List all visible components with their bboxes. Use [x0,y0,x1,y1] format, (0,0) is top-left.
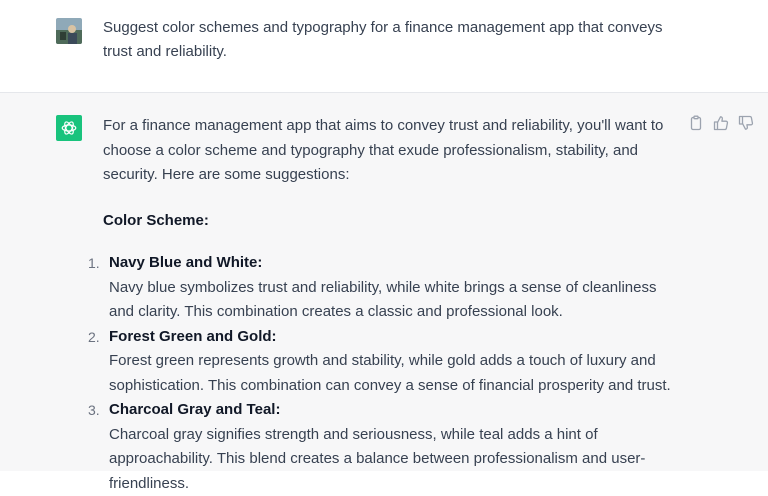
list-item [103,398,683,496]
list-item [103,325,683,399]
list-item-title: Forest Green and Gold: [109,325,683,350]
list-item-title: Charcoal Gray and Teal: [109,398,683,423]
user-message-text: Suggest color schemes and typography for a finance management app that conveys trust and reliability. [103,16,683,64]
list-item-body: Charcoal gray signifies strength and seriousness, while teal adds a hint of approachability. This blend creates a balance between professionalism and user-friendliness. [109,423,683,496]
list-item-body: Forest green represents growth and stability, while gold adds a touch of luxury and sophistication. This combination can convey a sense of financial prosperity and trust. [109,349,683,398]
thumbs-up-icon[interactable] [713,115,729,131]
list-item-title: Navy Blue and White: [109,251,683,276]
clipboard-icon[interactable] [688,115,704,131]
list-item [103,251,683,325]
thumbs-down-icon[interactable] [738,115,754,131]
assistant-message-content [103,114,683,496]
list-item-number: 2. [88,325,100,350]
message-actions [688,115,754,131]
list-item-body: Navy blue symbolizes trust and reliability, while white brings a sense of cleanliness and clarity. This combination creates a classic and professional look. [109,276,683,325]
chatgpt-logo-icon [56,115,82,141]
list-item-number: 3. [88,398,100,423]
section-heading: Color Scheme: [103,209,683,234]
list-item-number: 1. [88,251,100,276]
user-avatar [56,18,82,44]
assistant-message-row [0,93,768,471]
user-message-row [0,0,768,93]
assistant-intro: For a finance management app that aims to convey trust and reliability, you'll want to choose a color scheme and typography that exude professionalism, stability, and security. Here are some suggestions: [103,114,683,188]
color-scheme-list [103,251,683,496]
